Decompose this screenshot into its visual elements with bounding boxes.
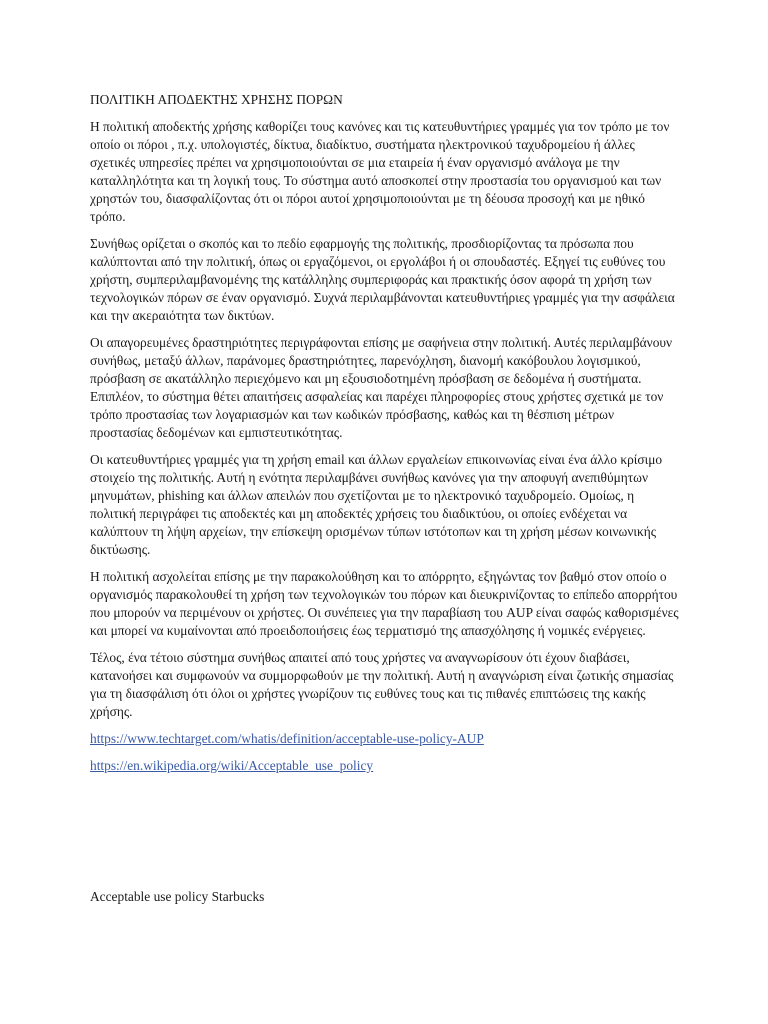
document-body <box>90 91 680 784</box>
paragraph-email-guidelines: Οι κατευθυντήριες γραμμές για τη χρήση email και άλλων εργαλείων επικοινωνίας είναι ένα άλλο κρίσιμο στοιχείο της πολιτικής. Αυτή η ενότητα περιλαμβάνει συνήθως κανόνες για την αποφυγή ανεπιθύμητων μηνυμάτων, phishing και άλλων απειλών που σχετίζονται με το ηλεκτρονικό ταχυδρομείο. Ομοίως, η πολιτική περιγράφει τις αποδεκτές και μη αποδεκτές χρήσεις του διαδικτύου, οι οποίες ενδέχεται να καλύπτουν τη λήψη αρχείων, την επίσκεψη ορισμένων τύπων ιστότοπων και τη χρήση μέσων κοινωνικής δικτύωσης. <box>90 452 663 557</box>
paragraph-scope: Συνήθως ορίζεται ο σκοπός και το πεδίο εφαρμογής της πολιτικής, προσδιορίζοντας τα πρόσωπα που καλύπτονται από την πολιτική, όπως οι εργαζόμενοι, οι εργολάβοι ή οι σπουδαστές. Εξηγεί τις ευθύνες του χρήστη, συμπεριλαμβανομένης της κατάλληλης συμπεριφοράς και πρακτικής όσον αφορά τη χρήση των τεχνολογικών πόρων σε έναν οργανισμό. Συχνά περιλαμβάνονται κατευθυντήριες γραμμές για την ασφάλεια και την ακεραιότητα των δικτύων. <box>90 236 675 323</box>
footer-note: Acceptable use policy Starbucks <box>90 889 265 904</box>
paragraph-monitoring-privacy: Η πολιτική ασχολείται επίσης με την παρακολούθηση και το απόρρητο, εξηγώντας τον βαθμό στον οποίο ο οργανισμός παρακολουθεί τη χρήση των τεχνολογικών του πόρων και διευκρινίζοντας το επίπεδο απορρήτου που μπορούν να περιμένουν οι χρήστες. Οι συνέπειες για την παραβίαση του AUP είναι σαφώς καθορισμένες και μπορεί να κυμαίνονται από προειδοποιήσεις έως τερματισμό της απασχόλησης ή νομικές ενέργειες. <box>90 569 679 638</box>
paragraph-acknowledgement: Τέλος, ένα τέτοιο σύστημα συνήθως απαιτεί από τους χρήστες να αναγνωρίσουν ότι έχουν διαβάσει, κατανοήσει και συμφωνούν να συμμορφωθούν με την πολιτική. Αυτή η αναγνώριση είναι ζωτικής σημασίας για τη διασφάλιση ότι όλοι οι χρήστες γνωρίζουν τις ευθύνες τους και τις πιθανές επιπτώσεις της κακής χρήσης. <box>90 650 674 719</box>
paragraph-prohibited-activities: Οι απαγορευμένες δραστηριότητες περιγράφονται επίσης με σαφήνεια στην πολιτική. Αυτές περιλαμβάνουν συνήθως, μεταξύ άλλων, παράνομες δραστηριότητες, παρενόχληση, διανομή κακόβουλου λογισμικού, πρόσβαση σε ακατάλληλο περιεχόμενο και μη εξουσιοδοτημένη πρόσβαση σε δεδομένα ή συστήματα. Επιπλέον, το σύστημα θέτει απαιτήσεις ασφαλείας και παρέχει πληροφορίες στους χρήστες σχετικά με τον τρόπο προστασίας των λογαριασμών και των κωδικών πρόσβασης, καθώς και τη θέσπιση μέτρων προστασίας δεδομένων και εμπιστευτικότητας. <box>90 335 673 440</box>
link-wikipedia[interactable]: https://en.wikipedia.org/wiki/Acceptable_use_policy <box>90 758 374 773</box>
document-title: ΠΟΛΙΤΙΚΗ ΑΠΟΔΕΚΤΗΣ ΧΡΗΣΗΣ ΠΟΡΩΝ <box>90 92 343 107</box>
paragraph-intro: Η πολιτική αποδεκτής χρήσης καθορίζει τους κανόνες και τις κατευθυντήριες γραμμές για τον τρόπο με τον οποίο οι πόροι , π.χ. υπολογιστές, δίκτυα, διαδίκτυο, συστήματα ηλεκτρονικού ταχυδρομείου ή άλλες σχετικές υπηρεσίες πρέπει να χρησιμοποιούνται σε μια εταιρεία ή έναν οργανισμό ανάλογα με την καταλληλότητα και τη λογική τους. Το σύστημα αυτό αποσκοπεί στην προστασία του οργανισμού και των χρηστών του, διασφαλίζοντας ότι οι πόροι αυτοί χρησιμοποιούνται με τη δέουσα προσοχή και με ηθικό τρόπο. <box>90 119 670 224</box>
link-techtarget[interactable]: https://www.techtarget.com/whatis/definition/acceptable-use-policy-AUP <box>90 731 484 746</box>
